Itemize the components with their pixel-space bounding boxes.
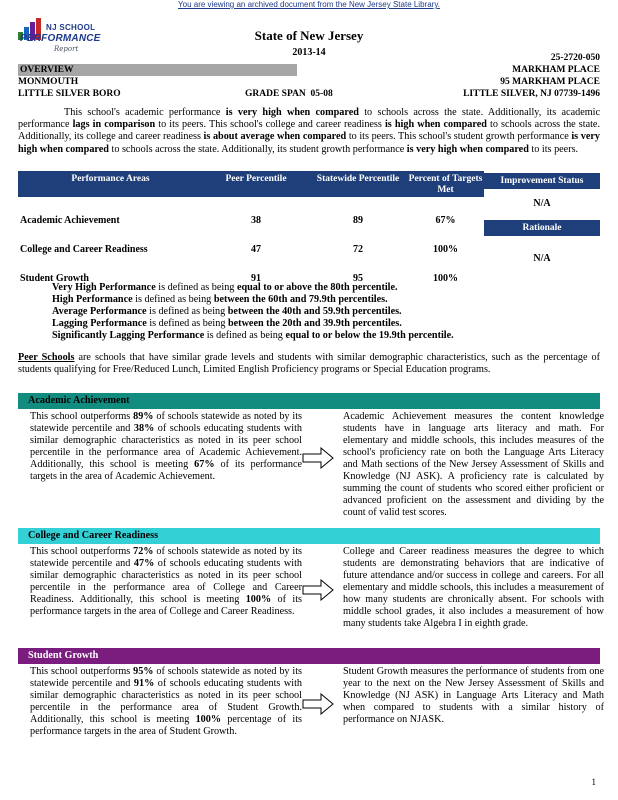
grade-span [245, 88, 333, 100]
area-cell: College and Career Readiness [20, 244, 148, 255]
rationale-header: Rationale [484, 220, 600, 236]
school-code: 25-2720-050 [550, 53, 600, 63]
district-name: LITTLE SILVER BORO [18, 89, 121, 99]
improvement-status-value: N/A [533, 198, 551, 209]
section-header-academic-achievement: Academic Achievement [18, 393, 600, 409]
overview-label: OVERVIEW [20, 65, 74, 75]
school-address: 95 MARKHAM PLACE [500, 77, 600, 87]
overview-bar [18, 64, 297, 76]
peer-cell: 91 [251, 273, 261, 284]
table-row [18, 255, 484, 284]
section-header-student-growth: Student Growth [18, 648, 600, 664]
school-city: LITTLE SILVER, NJ 07739-1496 [463, 89, 600, 99]
page-number: 1 [591, 777, 596, 787]
summary-paragraph: This school's academic performance is very high when compared to schools across the state. Additionally, its academic performance lags in comparison to its peers. This school's college and career readiness is high when compared to schools across the state. Additionally, its college and career readiness is about average when compared to its peers. This school's student growth performance is very high when compared to schools across the state. Additionally, its student growth performance is very high when compared to its peers. [18, 107, 600, 155]
logo-line3: Report [54, 45, 79, 53]
peer-cell: 47 [251, 244, 261, 255]
academic-achievement-description: Academic Achievement measures the content knowledge students have in language arts literacy and math. For elementary and middle schools, this includes measures of the school's proficiency rate on both the Language Arts Literacy and Math sections of the New Jersey Assessment of Skills and Knowledge (NJ ASK). A proficiency rate is calculated by summing the count of students who scored either proficient or advanced proficient on the assessment and dividing by the count of valid test scores. [343, 411, 604, 518]
grade-span-value: 05-08 [310, 89, 333, 99]
student-growth-summary: This school outperforms 95% of schools statewide as noted by its statewide percentile and 91% of schools educating students with similar demographic characteristics as noted in its peer school percentile in the performance area of Student Growth. Additionally, this school is meeting 100% percentage of its performance targets in the area of Student Growth. [30, 666, 302, 737]
definition-line: Significantly Lagging Performance is defined as being equal to or below the 19.9th percentile. [52, 330, 454, 341]
grade-span-label: GRADE SPAN [245, 89, 306, 99]
col-header-statewide: Statewide Percentile [309, 171, 407, 197]
logo-line1: NJ SCHOOL [46, 23, 96, 32]
student-growth-description: Student Growth measures the performance of students from one year to the next on the New Jersey Assessment of Skills and Knowledge (NJ ASK) in Language Arts Literacy and Math when compared to students with a similar history of performance on NJASK. [343, 666, 604, 725]
rationale-value: N/A [533, 253, 551, 264]
peer-schools-paragraph: Peer Schools are schools that have similar grade levels and students with similar demographic characteristics, such as the percentage of students qualifying for Free/Reduced Lunch, Limited English Proficiency programs or Special Education programs. [18, 352, 600, 375]
peer-cell: 38 [251, 215, 261, 226]
col-header-peer: Peer Percentile [203, 171, 309, 197]
table-row [18, 197, 484, 226]
section-header-college-career: College and Career Readiness [18, 528, 600, 544]
definition-line: Lagging Performance is defined as being between the 20th and 39.9th percentiles. [52, 318, 402, 329]
right-arrow-icon [302, 693, 334, 715]
targets-cell: 67% [435, 215, 456, 226]
area-cell: Student Growth [20, 273, 89, 284]
definition-line: Average Performance is defined as being between the 40th and 59.9th percentiles. [52, 306, 402, 317]
county-name: MONMOUTH [18, 77, 79, 87]
state-title: State of New Jersey [254, 28, 364, 43]
school-name: MARKHAM PLACE [512, 65, 600, 75]
logo-line2: PERFORMANCE [20, 33, 101, 44]
academic-achievement-summary: This school outperforms 89% of schools statewide as noted by its statewide percentile and 38% of schools educating students with similar demographic characteristics as noted in its peer school percentile in the performance area of Academic Achievement. Additionally, this school is meeting 67% of its performance targets in the area of Academic Achievement. [30, 411, 302, 482]
area-cell: Academic Achievement [20, 215, 120, 226]
statewide-cell: 95 [353, 273, 363, 284]
college-career-description: College and Career readiness measures the degree to which students are demonstrating behaviors that are indicative of future attendance and/or success in college and careers. For all elementary and middle schools, this includes a measurement of how many students are chronically absent. For schools with middle school grades, it also includes a measurement of how many students take Algebra I in eighth grade. [343, 546, 604, 629]
targets-cell: 100% [433, 244, 458, 255]
performance-definitions [52, 282, 454, 342]
improvement-status-header: Improvement Status [484, 173, 600, 189]
peer-schools-term: Peer Schools [18, 352, 75, 363]
col-header-area: Performance Areas [18, 171, 203, 197]
archive-banner-link[interactable]: You are viewing an archived document from the New Jersey State Library. [178, 0, 440, 9]
statewide-cell: 72 [353, 244, 363, 255]
school-year: 2013-14 [292, 47, 326, 58]
statewide-cell: 89 [353, 215, 363, 226]
right-arrow-icon [302, 579, 334, 601]
definition-line: High Performance is defined as being between the 60th and 79.9th percentiles. [52, 294, 388, 305]
targets-cell: 100% [433, 273, 458, 284]
right-arrow-icon [302, 447, 334, 469]
table-header-row [18, 171, 484, 197]
col-header-targets: Percent of Targets Met [407, 171, 484, 197]
table-row [18, 226, 484, 255]
performance-table [18, 171, 484, 284]
college-career-summary: This school outperforms 72% of schools statewide as noted by its statewide percentile and 47% of schools educating students with similar demographic characteristics as noted in its peer school percentile in the performance area of College and Career Readiness. Additionally, this school is meeting 100% of its performance targets in the area of College and Career Readiness. [30, 546, 302, 617]
definition-line: Very High Performance is defined as being equal to or above the 80th percentile. [52, 282, 398, 293]
